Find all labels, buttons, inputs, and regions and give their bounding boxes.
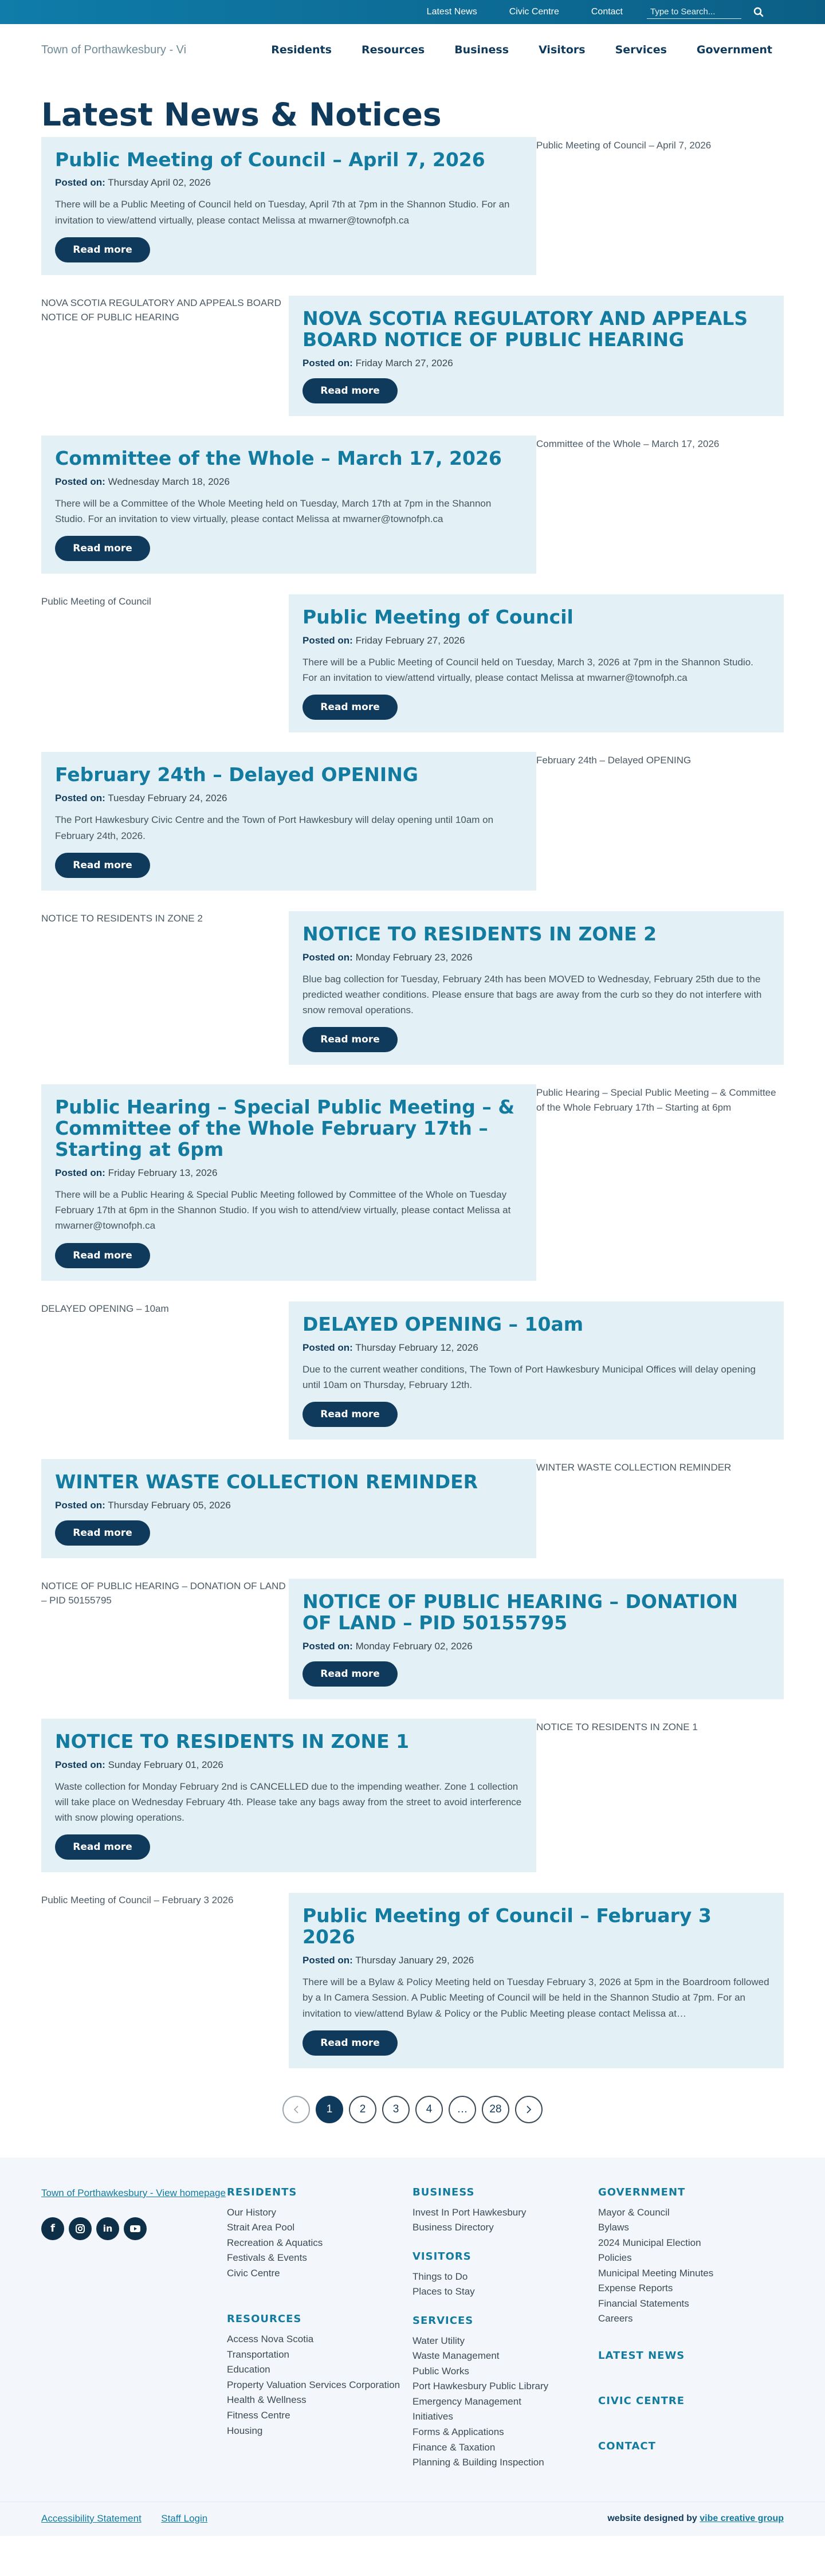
read-more-button[interactable]: Read more: [55, 853, 150, 878]
news-item: [41, 1084, 784, 1280]
news-title[interactable]: February 24th – Delayed OPENING: [55, 763, 418, 786]
nav-visitors[interactable]: Visitors: [539, 44, 586, 56]
read-more-button[interactable]: Read more: [55, 237, 150, 262]
footer-heading-business[interactable]: BUSINESS: [412, 2186, 475, 2198]
footer-logo-link[interactable]: Town of Porthawkesbury - View homepage: [41, 2187, 226, 2198]
news-title[interactable]: NOTICE TO RESIDENTS IN ZONE 1: [55, 1730, 410, 1752]
posted-date: Friday February 27, 2026: [355, 635, 465, 646]
site-header: [0, 24, 825, 76]
footer-link-resources[interactable]: Housing: [227, 2425, 263, 2436]
footer-link-residents[interactable]: Civic Centre: [227, 2267, 280, 2279]
news-image[interactable]: NOTICE TO RESIDENTS IN ZONE 2: [41, 912, 203, 924]
footer-col-3: [598, 2186, 784, 2490]
posted-label: Posted on:: [302, 1342, 353, 1353]
news-card: [41, 436, 536, 574]
news-item: [41, 752, 784, 890]
footer-link-residents[interactable]: Recreation & Aquatics: [227, 2237, 323, 2248]
footer-bottom-bar: [0, 2501, 825, 2536]
news-image[interactable]: Committee of the Whole – March 17, 2026: [536, 438, 720, 449]
footer-link-residents[interactable]: Our History: [227, 2206, 276, 2218]
news-item: [41, 1578, 784, 1699]
social-links: [41, 2217, 227, 2240]
utility-bar: [0, 0, 825, 24]
news-excerpt: There will be a Public Meeting of Council held on Tuesday, March 3, 2026 at 7pm in the Shannon Studio. For an invitation to view/attend virtually, please contact Melissa at mwarner@townofph.ca: [302, 657, 753, 684]
news-date: [302, 952, 770, 963]
news-item: [41, 1459, 784, 1558]
read-more-button[interactable]: Read more: [55, 1834, 150, 1860]
posted-label: Posted on:: [55, 1759, 105, 1770]
news-card: [289, 296, 784, 416]
news-image[interactable]: February 24th – Delayed OPENING: [536, 755, 692, 766]
footer-heading-government[interactable]: GOVERNMENT: [598, 2186, 686, 2198]
news-image[interactable]: NOVA SCOTIA REGULATORY AND APPEALS BOARD NOTICE OF PUBLIC HEARING: [41, 297, 281, 323]
news-date: [302, 1641, 770, 1652]
footer-col-1: [227, 2186, 412, 2490]
pagination-next-button[interactable]: [515, 2096, 543, 2123]
pagination: [0, 2096, 825, 2123]
footer-link-government[interactable]: Policies: [598, 2252, 632, 2264]
posted-date: Tuesday February 24, 2026: [108, 793, 227, 804]
utility-link-civic-centre[interactable]: Civic Centre: [509, 7, 559, 17]
posted-date: Friday February 13, 2026: [108, 1167, 218, 1179]
footer-heading-contact[interactable]: CONTACT: [598, 2440, 656, 2452]
posted-label: Posted on:: [302, 951, 353, 963]
footer-link-resources[interactable]: Access Nova Scotia: [227, 2334, 314, 2345]
news-excerpt: There will be a Public Meeting of Council held on Tuesday, April 7th at 7pm in the Shannon Studio. For an invitation to view/attend virtually, please contact Melissa at mwarner@townofph.ca: [55, 199, 510, 226]
news-item: [41, 593, 784, 732]
news-image[interactable]: Public Hearing – Special Public Meeting – & Committee of the Whole February 17th – Starting at 6pm: [536, 1087, 776, 1113]
news-image[interactable]: NOTICE TO RESIDENTS IN ZONE 1: [536, 1721, 698, 1732]
footer-brand: [41, 2186, 227, 2490]
credit-prefix: website designed by: [607, 2514, 697, 2524]
posted-label: Posted on:: [55, 1499, 105, 1511]
news-date: [55, 476, 522, 488]
news-excerpt: Blue bag collection for Tuesday, February 24th has been MOVED to Wednesday, February 25th due to the predicted weather conditions. Please ensure that bags are away from the curb so they do not interfere with snow removal operations.: [302, 973, 762, 1016]
news-title[interactable]: Committee of the Whole – March 17, 2026: [55, 446, 502, 469]
nav-services[interactable]: Services: [615, 44, 667, 56]
news-date: [55, 1167, 522, 1179]
footer-link-services[interactable]: Planning & Building Inspection: [412, 2457, 544, 2468]
news-card: [289, 594, 784, 732]
page-title: Latest News & Notices: [41, 96, 442, 133]
news-title[interactable]: Public Meeting of Council – April 7, 2026: [55, 148, 485, 171]
footer-link-resources[interactable]: Fitness Centre: [227, 2409, 290, 2421]
news-item: [41, 910, 784, 1065]
footer-link-services[interactable]: Water Utility: [412, 2335, 465, 2346]
utility-link-latest-news[interactable]: Latest News: [426, 7, 477, 17]
accessibility-statement-link[interactable]: Accessibility Statement: [41, 2513, 142, 2524]
read-more-button[interactable]: Read more: [302, 378, 398, 403]
news-card: [289, 1301, 784, 1440]
nav-residents[interactable]: Residents: [271, 44, 332, 56]
footer-link-residents[interactable]: Strait Area Pool: [227, 2222, 295, 2233]
footer-link-business[interactable]: Invest In Port Hawkesbury: [412, 2206, 527, 2218]
news-image[interactable]: NOTICE OF PUBLIC HEARING – DONATION OF LAND – PID 50155795: [41, 1580, 286, 1606]
posted-label: Posted on:: [55, 476, 105, 487]
footer-heading-resources[interactable]: RESOURCES: [227, 2313, 302, 2326]
search-form: [647, 5, 770, 19]
posted-date: Sunday February 01, 2026: [108, 1759, 223, 1770]
news-title[interactable]: NOTICE OF PUBLIC HEARING – DONATION OF LAND – PID 50155795: [302, 1590, 738, 1634]
footer-link-government[interactable]: Municipal Meeting Minutes: [598, 2267, 714, 2279]
nav-business[interactable]: Business: [454, 44, 509, 56]
news-date: [302, 1342, 770, 1354]
posted-date: Thursday February 05, 2026: [108, 1499, 231, 1511]
read-more-button[interactable]: Read more: [55, 1243, 150, 1268]
news-title[interactable]: NOTICE TO RESIDENTS IN ZONE 2: [302, 922, 657, 945]
nav-government[interactable]: Government: [696, 44, 772, 56]
pagination-page-2[interactable]: 2: [349, 2096, 376, 2123]
news-card: [41, 1459, 536, 1558]
read-more-button[interactable]: Read more: [302, 1027, 398, 1052]
footer-link-services[interactable]: Initiatives: [412, 2411, 453, 2422]
news-title[interactable]: Public Meeting of Council – February 3 2026: [302, 1904, 712, 1948]
linkedin-icon[interactable]: in: [96, 2217, 119, 2240]
footer-link-government[interactable]: Financial Statements: [598, 2297, 689, 2309]
search-icon[interactable]: [747, 5, 770, 19]
footer-link-services[interactable]: Port Hawkesbury Public Library: [412, 2381, 549, 2392]
instagram-icon[interactable]: [69, 2217, 92, 2240]
read-more-button[interactable]: Read more: [302, 2030, 398, 2056]
footer-link-resources[interactable]: Education: [227, 2364, 270, 2375]
pagination-prev-button[interactable]: [282, 2096, 310, 2123]
posted-label: Posted on:: [55, 177, 105, 189]
designer-credit: [607, 2514, 784, 2524]
staff-login-link[interactable]: Staff Login: [161, 2513, 208, 2524]
footer-link-resources[interactable]: Property Valuation Services Corporation: [227, 2379, 400, 2390]
pagination-page-3[interactable]: 3: [382, 2096, 410, 2123]
footer-link-visitors[interactable]: Things to Do: [412, 2271, 468, 2282]
credit-link[interactable]: vibe creative group: [700, 2514, 784, 2524]
footer-heading-latest-news[interactable]: LATEST NEWS: [598, 2349, 685, 2362]
posted-date: Wednesday March 18, 2026: [108, 476, 230, 487]
site-logo[interactable]: Town of Porthawkesbury - Vi: [41, 43, 187, 56]
news-image[interactable]: WINTER WASTE COLLECTION REMINDER: [536, 1461, 732, 1473]
chevron-right-icon: [525, 2105, 532, 2114]
nav-resources[interactable]: Resources: [361, 44, 425, 56]
footer-col-2: [412, 2186, 598, 2490]
news-image[interactable]: Public Meeting of Council – February 3 2026: [41, 1895, 234, 1906]
footer-link-government[interactable]: 2024 Municipal Election: [598, 2237, 701, 2248]
facebook-icon[interactable]: f: [41, 2217, 64, 2240]
news-card: [41, 752, 536, 890]
footer-heading-visitors[interactable]: VISITORS: [412, 2250, 472, 2263]
read-more-button[interactable]: Read more: [55, 536, 150, 561]
news-card: [289, 911, 784, 1065]
news-image[interactable]: Public Meeting of Council: [41, 596, 151, 607]
news-excerpt: There will be a Public Hearing & Special Public Meeting followed by Committee of the Whole on Tuesday February 17th at 6pm in the Shannon Studio. If you wish to attend/view virtually, please contact Melissa at mwarner@townofph.ca: [55, 1189, 511, 1232]
pagination-ellipsis: …: [449, 2096, 476, 2123]
news-card: [41, 1084, 536, 1280]
footer-link-services[interactable]: Public Works: [412, 2365, 469, 2377]
posted-date: Thursday January 29, 2026: [355, 1955, 474, 1966]
site-footer: [0, 2158, 825, 2536]
footer-link-services[interactable]: Finance & Taxation: [412, 2441, 496, 2453]
footer-heading-civic-centre[interactable]: CIVIC CENTRE: [598, 2394, 685, 2407]
news-card: [41, 137, 536, 275]
posted-label: Posted on:: [302, 635, 353, 646]
posted-date: Thursday February 12, 2026: [355, 1342, 478, 1353]
news-list: [0, 132, 825, 2068]
search-input[interactable]: [647, 5, 741, 19]
footer-link-residents[interactable]: Festivals & Events: [227, 2252, 307, 2264]
news-title[interactable]: DELAYED OPENING – 10am: [302, 1312, 584, 1335]
posted-label: Posted on:: [302, 357, 353, 368]
read-more-button[interactable]: Read more: [302, 1661, 398, 1687]
news-title[interactable]: Public Meeting of Council: [302, 606, 573, 629]
news-item: [41, 295, 784, 416]
news-item: [41, 1719, 784, 1873]
footer-link-services[interactable]: Waste Management: [412, 2350, 500, 2362]
news-excerpt: There will be a Committee of the Whole Meeting held on Tuesday, March 17th at 7pm in the Shannon Studio. For an invitation to view virtually, please contact Melissa at mwarner@townofph.ca: [55, 497, 492, 524]
footer-link-visitors[interactable]: Places to Stay: [412, 2286, 475, 2297]
news-item: [41, 1892, 784, 2068]
news-item: [41, 436, 784, 574]
news-card: [41, 1719, 536, 1873]
pagination-page-4[interactable]: 4: [415, 2096, 443, 2123]
news-title[interactable]: NOVA SCOTIA REGULATORY AND APPEALS BOARD NOTICE OF PUBLIC HEARING: [302, 307, 748, 351]
posted-label: Posted on:: [302, 1640, 353, 1652]
footer-heading-residents[interactable]: RESIDENTS: [227, 2186, 297, 2198]
news-card: [289, 1579, 784, 1699]
footer-link-services[interactable]: Emergency Management: [412, 2395, 521, 2407]
primary-nav: [241, 44, 772, 56]
footer-heading-services[interactable]: SERVICES: [412, 2314, 474, 2327]
footer-link-resources[interactable]: Health & Wellness: [227, 2394, 307, 2406]
posted-label: Posted on:: [55, 793, 105, 804]
footer-link-government[interactable]: Expense Reports: [598, 2283, 673, 2294]
news-date: [302, 358, 770, 369]
news-date: [302, 635, 770, 646]
news-date: [55, 177, 522, 189]
news-title[interactable]: Public Hearing – Special Public Meeting – & Committee of the Whole February 17th – Starting at 6pm: [55, 1096, 515, 1161]
read-more-button[interactable]: Read more: [55, 1520, 150, 1546]
news-excerpt: Waste collection for Monday February 2nd is CANCELLED due to the impending weather. Zone 1 collection will take place on Wednesday February 4th. Please take any bags away from the street to avoid interference with snow plowing operations.: [55, 1781, 522, 1824]
news-date: [302, 1955, 770, 1966]
pagination-page-1[interactable]: 1: [316, 2096, 343, 2123]
news-excerpt: There will be a Bylaw & Policy Meeting held on Tuesday February 3, 2026 at 5pm in the Boardroom followed by a In Camera Session. A Public Meeting of Council will be held in the Shannon Studio at 7pm. For an invitation to view/attend Bylaw & Policy or the Public Meeting please contact Melissa at…: [302, 1977, 769, 2019]
posted-label: Posted on:: [55, 1167, 105, 1179]
footer-link-government[interactable]: Bylaws: [598, 2222, 629, 2233]
footer-link-services[interactable]: Forms & Applications: [412, 2426, 504, 2437]
posted-date: Thursday April 02, 2026: [108, 177, 211, 189]
footer-link-government[interactable]: Careers: [598, 2313, 633, 2324]
news-item: [41, 137, 784, 275]
news-item: [41, 1300, 784, 1440]
pagination-page-28[interactable]: 28: [482, 2096, 509, 2123]
news-title[interactable]: WINTER WASTE COLLECTION REMINDER: [55, 1470, 478, 1493]
footer-link-government[interactable]: Mayor & Council: [598, 2206, 670, 2218]
read-more-button[interactable]: Read more: [302, 695, 398, 720]
news-image[interactable]: DELAYED OPENING – 10am: [41, 1303, 169, 1314]
news-date: [55, 1500, 522, 1511]
posted-date: Friday March 27, 2026: [355, 357, 453, 368]
news-card: [289, 1893, 784, 2068]
footer-link-resources[interactable]: Transportation: [227, 2348, 289, 2360]
news-excerpt: Due to the current weather conditions, The Town of Port Hawkesbury Municipal Offices will delay opening until 10am on Thursday, February 12th.: [302, 1363, 756, 1390]
news-date: [55, 1759, 522, 1771]
news-image[interactable]: Public Meeting of Council – April 7, 2026: [536, 139, 712, 151]
posted-date: Monday February 02, 2026: [355, 1640, 473, 1652]
youtube-icon[interactable]: [124, 2217, 147, 2240]
news-date: [55, 793, 522, 804]
chevron-left-icon: [293, 2105, 300, 2114]
posted-label: Posted on:: [302, 1955, 353, 1966]
news-excerpt: The Port Hawkesbury Civic Centre and the Town of Port Hawkesbury will delay opening until 10am on February 24th, 2026.: [55, 814, 494, 841]
posted-date: Monday February 23, 2026: [355, 951, 473, 963]
read-more-button[interactable]: Read more: [302, 1402, 398, 1427]
footer-link-business[interactable]: Business Directory: [412, 2222, 494, 2233]
utility-link-contact[interactable]: Contact: [591, 7, 623, 17]
